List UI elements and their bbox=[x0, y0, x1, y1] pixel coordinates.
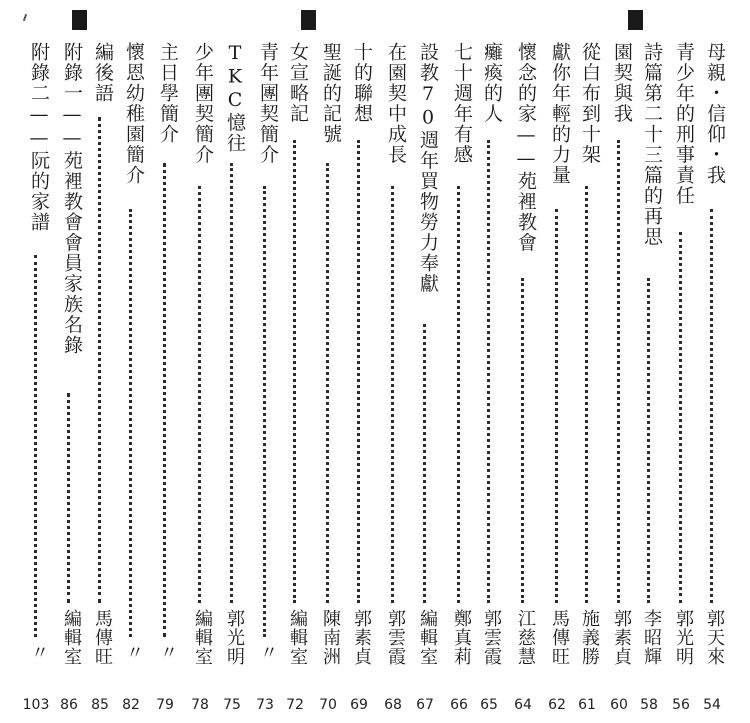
entry-author: 馬傳旺 bbox=[92, 609, 113, 666]
toc-entry bbox=[445, 42, 473, 717]
entry-author: 〃 bbox=[123, 643, 144, 662]
toc-entry bbox=[86, 42, 114, 717]
entry-page-number: 103 bbox=[22, 697, 50, 713]
entry-author: 郭光明 bbox=[673, 609, 694, 666]
entry-page-number: 66 bbox=[450, 697, 468, 713]
entry-author: 編輯室 bbox=[417, 609, 438, 666]
dot-leader bbox=[521, 278, 524, 603]
dot-leader bbox=[198, 186, 201, 603]
toc-entry bbox=[22, 42, 50, 717]
dot-leader bbox=[230, 163, 233, 603]
entry-title: 園契與我 bbox=[611, 42, 633, 124]
entry-page-number: 72 bbox=[286, 697, 304, 713]
entry-page-number: 73 bbox=[256, 697, 274, 713]
entry-title: 聖誕的記號 bbox=[320, 42, 342, 145]
entry-title: 懷念的家——苑裡教會 bbox=[515, 42, 537, 253]
entry-author: 〃 bbox=[28, 643, 49, 662]
entry-page-number: 64 bbox=[514, 697, 532, 713]
dot-leader bbox=[679, 232, 682, 603]
entry-page-number: 82 bbox=[122, 697, 140, 713]
entry-author: 李昭輝 bbox=[641, 609, 662, 666]
toc-entry bbox=[186, 42, 214, 717]
entry-title: 青年團契簡介 bbox=[257, 42, 279, 165]
entry-author: 郭素貞 bbox=[351, 609, 372, 666]
toc-entry bbox=[251, 42, 279, 717]
toc-entry bbox=[379, 42, 407, 717]
toc-entry bbox=[55, 42, 83, 717]
entry-author: 編輯室 bbox=[287, 609, 308, 666]
entry-title: 少年團契簡介 bbox=[192, 42, 214, 165]
dot-leader bbox=[326, 163, 329, 603]
entry-author: 鄭真莉 bbox=[451, 609, 472, 666]
entry-page-number: 79 bbox=[156, 697, 174, 713]
entry-title: 從白布到十架 bbox=[579, 42, 601, 165]
dot-leader bbox=[34, 255, 37, 637]
entry-title: 設教70週年買物勞力奉獻 bbox=[417, 42, 439, 294]
entry-title: 七十週年有感 bbox=[451, 42, 473, 165]
entry-author: 郭雲霞 bbox=[385, 609, 406, 666]
entry-author: 郭光明 bbox=[224, 609, 245, 666]
entry-title: 獻你年輕的力量 bbox=[549, 42, 571, 186]
toc-entry bbox=[635, 42, 663, 717]
entry-page-number: 61 bbox=[578, 697, 596, 713]
entry-title: 在園契中成長 bbox=[385, 42, 407, 165]
entry-page-number: 85 bbox=[91, 697, 109, 713]
entry-author: 郭素貞 bbox=[611, 609, 632, 666]
entry-author: 施義勝 bbox=[579, 609, 600, 666]
toc-entry bbox=[345, 42, 373, 717]
entry-page-number: 54 bbox=[703, 697, 721, 713]
dot-leader bbox=[555, 209, 558, 603]
dot-leader bbox=[585, 186, 588, 603]
toc-entry bbox=[151, 42, 179, 717]
entry-page-number: 65 bbox=[480, 697, 498, 713]
entry-author: 郭雲霞 bbox=[481, 609, 502, 666]
entry-title: 附錄一——苑裡教會會員家族名錄 bbox=[61, 42, 83, 356]
dot-leader bbox=[67, 393, 70, 603]
entry-title: 十的聯想 bbox=[351, 42, 373, 124]
entry-title: 懷恩幼稚園簡介 bbox=[123, 42, 145, 186]
entry-page-number: 68 bbox=[384, 697, 402, 713]
entry-author: 編輯室 bbox=[61, 609, 82, 666]
entry-title: 附錄二——阮的家譜 bbox=[28, 42, 50, 233]
dot-leader bbox=[457, 186, 460, 603]
entry-title: 主日學簡介 bbox=[157, 42, 179, 145]
entry-page-number: 70 bbox=[319, 697, 337, 713]
dot-leader bbox=[391, 186, 394, 603]
dot-leader bbox=[98, 117, 101, 603]
dot-leader bbox=[357, 140, 360, 603]
entry-page-number: 58 bbox=[640, 697, 658, 713]
toc-entry bbox=[411, 42, 439, 717]
entry-author: 〃 bbox=[257, 643, 278, 662]
toc-entry bbox=[573, 42, 601, 717]
dot-leader bbox=[163, 163, 166, 637]
dot-leader bbox=[617, 140, 620, 603]
entry-page-number: 56 bbox=[672, 697, 690, 713]
entry-author: 〃 bbox=[157, 643, 178, 662]
dot-leader bbox=[129, 209, 132, 637]
entry-title: 詩篇第二十三篇的再思 bbox=[641, 42, 663, 247]
toc-entry bbox=[605, 42, 633, 717]
dot-leader bbox=[487, 140, 490, 603]
entry-author: 編輯室 bbox=[192, 609, 213, 666]
entry-author: 江慈慧 bbox=[515, 609, 536, 666]
toc-entry bbox=[218, 42, 246, 717]
dot-leader bbox=[647, 278, 650, 603]
dot-leader bbox=[263, 186, 266, 637]
entry-title: 癱瘓的人 bbox=[481, 42, 503, 124]
entry-title: 青少年的刑事責任 bbox=[673, 42, 695, 206]
entry-page-number: 67 bbox=[416, 697, 434, 713]
toc-entry bbox=[698, 42, 726, 717]
entry-title: TKC憶往 bbox=[224, 42, 246, 154]
entry-title: 女宣略記 bbox=[287, 42, 309, 124]
entry-page-number: 78 bbox=[191, 697, 209, 713]
toc-entry bbox=[117, 42, 145, 717]
toc-entry bbox=[281, 42, 309, 717]
entry-author: 郭天來 bbox=[704, 609, 725, 666]
entry-page-number: 86 bbox=[60, 697, 78, 713]
entry-title: 母親・信仰・我 bbox=[704, 42, 726, 186]
entry-page-number: 60 bbox=[610, 697, 628, 713]
toc-entry bbox=[667, 42, 695, 717]
entry-title: 編後語 bbox=[92, 42, 114, 104]
entry-page-number: 62 bbox=[548, 697, 566, 713]
toc-entry bbox=[543, 42, 571, 717]
dot-leader bbox=[293, 140, 296, 603]
entry-author: 馬傳旺 bbox=[549, 609, 570, 666]
toc-entry bbox=[314, 42, 342, 717]
toc-entry bbox=[475, 42, 503, 717]
entry-author: 陳南洲 bbox=[320, 609, 341, 666]
entry-page-number: 75 bbox=[223, 697, 241, 713]
dot-leader bbox=[423, 324, 426, 603]
toc-entry bbox=[509, 42, 537, 717]
dot-leader bbox=[710, 209, 713, 603]
entry-page-number: 69 bbox=[350, 697, 368, 713]
